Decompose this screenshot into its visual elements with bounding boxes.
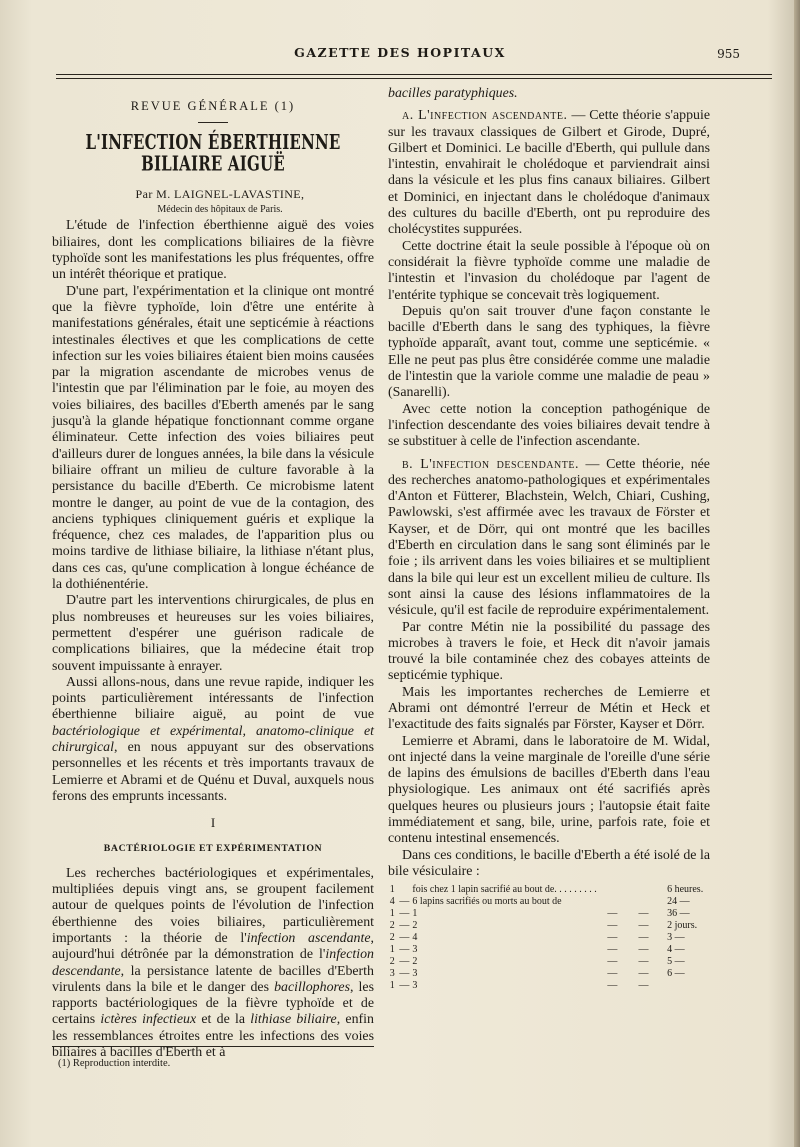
table-cell: —	[607, 955, 618, 967]
table-cell: 1	[389, 884, 395, 896]
table-cell: 1	[389, 908, 395, 920]
table-cell: —	[607, 979, 618, 991]
paragraph	[388, 457, 710, 620]
table-row	[388, 956, 710, 968]
table-cell	[628, 896, 659, 908]
text-run: Les recherches bactériologiques et expérimentales, multipliées depuis vingt ans, se groupent facilement autour de quelques points de l'évolution de l'infection éberthienne des voies biliaires, particulièrement importants : la théorie de l'	[52, 865, 374, 946]
section-number: I	[210, 815, 216, 831]
table-cell: —	[607, 908, 618, 920]
paragraph: Dans ces conditions, le bacille d'Eberth a été isolé de la bile vésiculaire :	[388, 847, 710, 879]
table-cell	[659, 980, 710, 992]
table-cell	[597, 884, 628, 896]
text-run: — Cette théorie s'appuie sur les travaux classiques de Gilbert et Girode, Dupré, Gilbert et Dominici. Le bacille d'Eberth, qui pullule dans l'intestin, envahirait le cholédoque et parviendrait ainsi dans la vésicule et les plus fins canaux biliaires. Gilbert et Dominici, en injectant dans le cholédoque d'animaux des cultures du bacille d'Eberth, ont pu reproduire des cholécystites suppurées.	[388, 108, 710, 238]
table-cell: —	[399, 955, 410, 967]
table-cell	[628, 884, 659, 896]
paragraph: Mais les importantes recherches de Lemierre et Abrami ont démontré l'erreur de Métin et Heck et l'exactitude des faits signalés par Förster, Kayser et Dörr.	[388, 684, 710, 733]
table-cell: 3	[412, 979, 418, 991]
table-cell: 1	[412, 908, 418, 920]
paragraph: Cette doctrine était la seule possible à l'époque où on considérait la fièvre typhoïde comme une maladie de l'intestin et l'invasion du cholédoque par l'agent de l'entérite typhique se concevait très logiquement.	[388, 238, 710, 303]
italic-run: ictères infectieux	[100, 1012, 197, 1028]
table-row	[388, 908, 710, 920]
italic-run: lithiase biliaire	[250, 1012, 337, 1028]
table-cell: 4	[389, 896, 395, 908]
journal-title: GAZETTE DES HOPITAUX	[294, 45, 506, 60]
section-title: BACTÉRIOLOGIE ET EXPÉRIMENTATION	[103, 843, 323, 855]
table-cell: 3	[412, 943, 418, 955]
author: Par M. LAIGNEL-LAVASTINE,	[135, 186, 305, 201]
table-cell: —	[607, 967, 618, 979]
author-affiliation: Médecin des hôpitaux de Paris.	[157, 204, 283, 216]
table-cell: 1	[389, 979, 395, 991]
italic-run: infection ascendante	[246, 930, 371, 946]
paragraph	[52, 675, 374, 805]
table-cell	[597, 896, 628, 908]
paragraph: Depuis qu'on sait trouver d'une façon constante le bacille d'Eberth dans le sang des typhiques, la fièvre typhoïde apparaît, avant tout, comme une septicémie. « Elle ne peut pas plus être considérée comme une maladie de l'intestin que la variole comme une maladie de peau » (Sanarelli).	[388, 303, 710, 401]
table-cell: 4 —	[667, 943, 685, 955]
text-run: Aussi allons-nous, dans une revue rapide, indiquer les points particulièrement intéressants de l'infection éberthienne biliaire aiguë, au point de vue	[52, 674, 374, 723]
table-cell: 2	[389, 919, 395, 931]
rubric-rule	[198, 122, 228, 123]
paragraph	[388, 108, 710, 238]
table-cell: 4	[412, 931, 418, 943]
table-cell: —	[399, 896, 410, 908]
table-cell: 2	[389, 955, 395, 967]
table-cell: —	[638, 967, 649, 979]
text-run: , la persistance latente de bacilles d'Eberth virulents dans la bile et le danger des	[52, 963, 374, 995]
subsection-label: a. L'infection ascendante.	[402, 108, 568, 124]
paragraph: Avec cette notion la conception pathogénique de l'infection descendante des voies biliaires devait tendre à se substituer à celle de l'infection ascendante.	[388, 401, 710, 450]
text-run: , en nous appuyant sur des observations personnelles et les récents et très importants travaux de Lemierre et Abrami et de Quénu et Duval, auxquels nous ferons des emprunts incessants.	[52, 739, 374, 804]
table-row	[388, 932, 710, 944]
paragraph	[52, 866, 374, 1062]
page-number: 955	[717, 47, 740, 61]
page-header	[40, 45, 760, 67]
italic-run: bactériologique et expérimental, anatomo-clinique et chirurgical	[52, 723, 374, 755]
table-cell: 1	[389, 943, 395, 955]
right-column	[388, 86, 710, 991]
table-row	[388, 920, 710, 932]
table-cell: 6 heures.	[667, 884, 704, 896]
left-column	[52, 86, 374, 1061]
table-cell: —	[399, 979, 410, 991]
table-cell: —	[399, 919, 410, 931]
italic-run: bacillophores	[274, 979, 350, 995]
footnote-rule	[52, 1046, 374, 1047]
table-cell: fois chez 1 lapin sacrifié au bout de. . . . . . . . .	[412, 884, 597, 896]
table-cell: 5 —	[667, 955, 685, 967]
table-row	[388, 968, 710, 980]
paragraph: D'autre part les interventions chirurgicales, de plus en plus nombreuses et heureuses sur les voies biliaires, permettent d'espérer une guérison radicale de complications biliaires, que la médecine était trop souvent impuissante à enrayer.	[52, 593, 374, 674]
table-cell: —	[607, 919, 618, 931]
table-cell: 2	[412, 919, 418, 931]
table-cell: —	[638, 943, 649, 955]
paragraph: Par contre Métin nie la possibilité du passage des microbes à travers le foie, et Heck dit n'avoir jamais trouvé la bile contaminée chez des cobayes atteints de septicémie typhique.	[388, 619, 710, 684]
text-run: , les rapports bactériologiques de la fièvre typhoïde et de certains	[52, 979, 374, 1028]
table-cell: —	[638, 931, 649, 943]
table-cell: 2	[389, 931, 395, 943]
subsection-label: b. L'infection descendante.	[402, 456, 579, 472]
table-cell: 6 lapins sacrifiés ou morts au bout de	[412, 896, 562, 908]
results-table	[388, 884, 710, 991]
table-cell: 24 —	[667, 896, 690, 908]
table-cell: —	[399, 943, 410, 955]
italic-run: infection descendante	[52, 947, 374, 979]
table-cell: 36 —	[667, 908, 690, 920]
text-run: , enfin les ressemblances étroites entre les infections des voies biliaires à bacilles d'Eberth et à	[52, 1012, 374, 1061]
paragraph: Lemierre et Abrami, dans le laboratoire de M. Widal, ont injecté dans la veine marginale de l'oreille d'une série de lapins des émulsions de bacilles d'Eberth dans l'eau physiologique. Les animaux ont été sacrifiés après quelques heures ou plusieurs jours ; l'autopsie était faite immédiatement et sang, bile, urine, parfois rate, foie et contenu intestinal ensemencés.	[388, 733, 710, 847]
table-cell: —	[638, 955, 649, 967]
italic-run: bacilles paratyphiques.	[388, 86, 518, 101]
table-cell: —	[399, 967, 410, 979]
table-cell: —	[638, 908, 649, 920]
paragraph: L'étude de l'infection éberthienne aiguë des voies biliaires, dont les complications biliaires de la fièvre typhoïde sont les manifestations les plus fréquentes, offre un intérêt théorique et pratique.	[52, 218, 374, 283]
text-run: — Cette théorie, née des recherches anatomo-pathologiques et expérimentales d'Anton et Fütterer, Blachstein, Welch, Chiari, Cushing, Pawlowski, s'est affirmée avec les travaux de Förster et Kayser, et de Dörr, qui ont montré que les bacilles d'Eberth en circulation dans le sang sont éliminés par le foie ; ils arrivent dans les voies biliaires et se multiplient dans la bile qui leur est un excellent milieu de culture. Ils sont ainsi la cause des lésions inflammatoires de la vésicule, qu'il est facile de reproduire expérimentalement.	[388, 456, 710, 619]
table-row	[388, 896, 710, 908]
table-cell: —	[607, 931, 618, 943]
footnote: (1) Reproduction interdite.	[58, 1058, 171, 1069]
results-table-body	[388, 884, 710, 991]
table-cell: 2	[412, 955, 418, 967]
rubric: REVUE GÉNÉRALE (1)	[130, 99, 296, 113]
page-spine-edge	[794, 0, 800, 1147]
paragraph: D'une part, l'expérimentation et la clinique ont montré que la fièvre typhoïde, loin d'être une entérite à manifestations générales, était une septicémie à réactions intestinales électives et que les complications de cette infection sur les voies biliaires étaient bien moins causées par la migration ascendante de microbes venus de l'intestin que par l'élimination par le foie, au moyen des voies biliaires, des bacilles d'Eberth amenés par le sang jusqu'à la glande hépatique fonctionnant comme organe éliminateur. Cette infection des voies biliaires peut d'ailleurs durer de longues années, la bile dans la vésicule biliaire offrant un milieu de culture favorable à la persistance du bacille d'Eberth. Ce microbisme latent montre le danger, au point de vue de la contagion, des anciens typhiques cliniquement guéris et explique la fréquence, chez ces malades, de l'apparition plus ou moins tardive de lithiase biliaire, la lithiase n'étant plus, dans ces cas, qu'une complication à longue échéance de la dothiénentérie.	[52, 283, 374, 593]
table-cell: —	[638, 919, 649, 931]
table-cell: 3	[389, 967, 395, 979]
table-row	[388, 884, 710, 896]
table-cell: —	[399, 908, 410, 920]
table-row	[388, 944, 710, 956]
table-cell: —	[638, 979, 649, 991]
table-row	[388, 980, 710, 992]
text-run: et de la	[196, 1012, 251, 1028]
table-cell: 6 —	[667, 967, 685, 979]
article-title: L'INFECTION ÉBERTHIENNE BILIAIRE AIGUË	[85, 130, 341, 177]
table-cell: —	[399, 931, 410, 943]
table-cell	[396, 884, 412, 896]
header-rule	[56, 74, 772, 79]
table-cell: 2 jours.	[667, 919, 698, 931]
table-cell: 3	[412, 967, 418, 979]
table-cell: 3 —	[667, 931, 685, 943]
table-cell: —	[607, 943, 618, 955]
paragraph-continued	[388, 86, 710, 102]
text-run: , aujourd'hui détrônée par la démonstration de l'	[52, 930, 374, 963]
